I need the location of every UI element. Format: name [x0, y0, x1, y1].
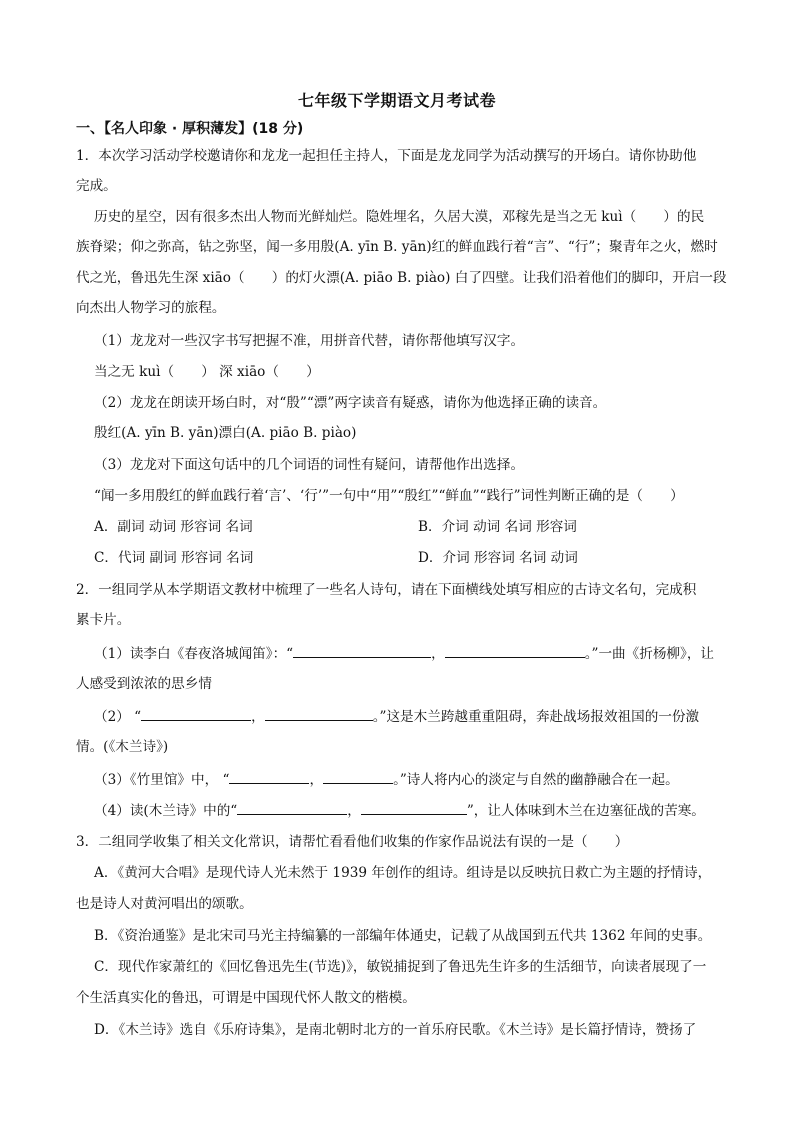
q1-sub2-fill-line: 殷红(A. yīn B. yān)漂白(A. piāo B. piào): [94, 425, 357, 441]
q2-item1-pre: （1）读李白《春夜洛城闻笛》：“: [94, 646, 294, 662]
q3-option-d-line1[interactable]: D．《木兰诗》选自《乐府诗集》，是南北朝时北方的一首乐府民歌。《木兰诗》是长篇抒情诗，赞扬了: [94, 1022, 697, 1038]
q1-option-b[interactable]: B．介词 动词 名词 形容词: [418, 519, 577, 535]
q2-item1-mid: ，: [431, 646, 445, 662]
q3-intro: 3．二组同学收集了相关文化常识，请帮忙看看他们收集的作家作品说法有误的一是（ ）: [76, 834, 629, 850]
q1-passage-line1: 历史的星空，因有很多杰出人物而光鲜灿烂。隐姓埋名，久居大漠，邓稼先是当之无 kuì（ ）的民: [94, 209, 705, 225]
q1-sub2-prompt: （2）龙龙在朗读开场白时，对“殷”“漂”两字读音有疑惑，请你为他选择正确的读音。: [94, 395, 607, 411]
q3-option-c-line2: 个生活真实化的鲁迅，可谓是中国现代怀人散文的楷模。: [76, 990, 416, 1006]
q1-sub1-prompt: （1）龙龙对一些汉字书写把握不准，用拼音代替，请你帮他填写汉字。: [94, 333, 525, 349]
q2-item4-mid: ，: [347, 803, 361, 819]
q2-item3-mid: ，: [309, 772, 324, 788]
q3-option-b[interactable]: B．《资治通鉴》是北宋司马光主持编纂的一部编年体通史，记载了从战国到五代共 1362 年间的史事。: [94, 928, 712, 944]
q1-option-a[interactable]: A．副词 动词 形容词 名词: [94, 519, 253, 535]
q2-item3-blank2[interactable]: [323, 769, 393, 784]
q1-intro-line1: 1．本次学习活动学校邀请你和龙龙一起担任主持人，下面是龙龙同学为活动撰写的开场白。请你协助他: [76, 148, 697, 164]
q2-item4: [94, 800, 754, 821]
q2-item1-blank1[interactable]: [293, 643, 431, 658]
q2-item2-blank2[interactable]: [265, 706, 373, 721]
q1-sub3-quote: “闻一多用殷红的鲜血践行着‘言’、‘行’”一句中“用”“殷红”“鲜血”“践行”词性判断正确的是（ ）: [94, 488, 684, 504]
q2-item1-blank2[interactable]: [445, 643, 585, 658]
q2-item4-pre: （4）读(木兰诗》中的“: [94, 803, 238, 819]
q1-sub3-prompt: （3）龙龙对下面这句话中的几个词语的词性有疑问，请帮他作出选择。: [94, 457, 525, 473]
q1-intro-line2: 完成。: [76, 178, 117, 194]
q1-passage-line2: 族脊梁；仰之弥高，钻之弥坚，闻一多用殷(A. yīn B. yān)红的鲜血践行着“言”、“行”；聚青年之火，燃时: [76, 239, 718, 255]
q2-item3-blank1[interactable]: [229, 769, 309, 784]
q1-passage-line4: 向杰出人物学习的旅程。: [76, 300, 226, 316]
q2-item2-post: 。”这是木兰跨越重重阻碍，奔赴战场报效祖国的一份激: [372, 709, 700, 725]
q2-intro-line1: 2．一组同学从本学期语文教材中梳理了一些名人诗句，请在下面横线处填写相应的古诗文名句，完成积: [76, 582, 697, 598]
q2-item2-pre: （2） “: [94, 709, 142, 725]
q2-item2-blank1[interactable]: [141, 706, 251, 721]
q2-item1: [94, 643, 754, 664]
q3-option-a-line2: 也是诗人对黄河唱出的颂歌。: [76, 896, 253, 912]
q1-sub1-fill-line: 当之无 kuì（ ） 深 xiāo（ ）: [94, 364, 320, 380]
q2-item2: [94, 706, 754, 727]
q2-item1-post: 。”一曲《折杨柳》，让: [584, 646, 715, 662]
q1-option-d[interactable]: D．介词 形容词 名词 动词: [418, 550, 578, 566]
q2-item3: [94, 769, 754, 790]
q2-intro-line2: 累卡片。: [76, 612, 131, 628]
q2-item4-blank2[interactable]: [361, 800, 467, 815]
q2-item1-cont: 人感受到浓浓的思乡情: [76, 676, 212, 692]
section-heading: 一、【名人印象 · 厚积薄发】(18 分): [76, 121, 304, 137]
q3-option-a-line1[interactable]: A．《黄河大合唱》是现代诗人光未然于 1939 年创作的组诗。组诗是以反映抗日救亡为主题的抒情诗，: [94, 865, 712, 881]
q2-item3-pre: （3）《竹里馆》中， “: [94, 772, 230, 788]
page-title: 七年级下学期语文月考试卷: [297, 91, 496, 110]
q2-item4-post: ”，让人体味到木兰在边塞征战的苦寒。: [466, 803, 705, 819]
q1-option-c[interactable]: C．代词 副词 形容词 名词: [94, 550, 254, 566]
q2-item2-mid: ，: [251, 709, 265, 725]
q2-item3-post: 。”诗人将内心的淡定与自然的幽静融合在一起。: [393, 772, 679, 788]
q3-option-c-line1[interactable]: C．现代作家萧红的《回忆鲁迅先生(节选)》，敏锐捕捉到了鲁迅先生许多的生活细节，向读者展现了一: [94, 959, 707, 975]
q2-item4-blank1[interactable]: [237, 800, 347, 815]
q1-passage-line3: 代之光，鲁迅先生深 xiāo（ ）的灯火漂(A. piāo B. piào) 白了四壁。让我们沿着他们的脚印，开启一段: [76, 270, 727, 286]
q2-item2-cont: 情。(《木兰诗》): [76, 739, 169, 755]
